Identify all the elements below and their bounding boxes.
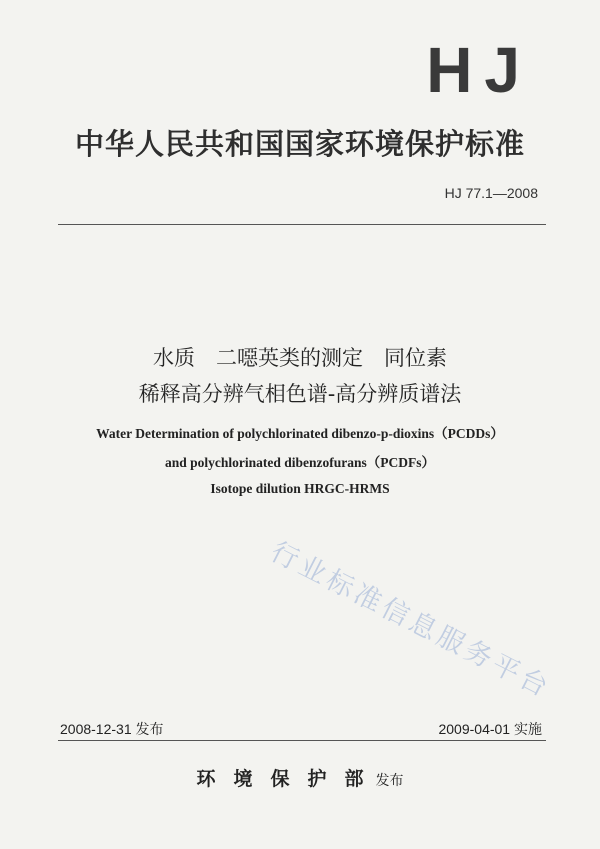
title-english-line-2: and polychlorinated dibenzofurans（PCDFs） — [164, 455, 436, 470]
title-chinese-line-1: 水质 二噁英类的测定 同位素 — [153, 346, 447, 370]
title-english-line-1: Water Determination of polychlorinated dibenzo-p-dioxins（PCDDs） — [96, 426, 504, 441]
standard-number: HJ 77.1—2008 — [444, 185, 538, 201]
publisher-suffix: 发布 — [375, 773, 404, 789]
implementation-date: 2009-04-01 实施 — [438, 721, 542, 737]
title-chinese-line-2: 稀释高分辨气相色谱-高分辨质谱法 — [138, 382, 462, 406]
issue-date: 2008-12-31 发布 — [60, 721, 164, 737]
footer-divider — [58, 740, 546, 741]
publisher-name: 环境保护部 — [196, 768, 382, 790]
watermark-text: 行业标准信息服务平台 — [265, 536, 557, 705]
title-english-line-3: Isotope dilution HRGC-HRMS — [210, 481, 390, 496]
publisher-line — [0, 764, 600, 791]
header-divider — [58, 224, 546, 225]
hj-logo: HJ — [426, 34, 532, 106]
national-standard-title: 中华人民共和国国家环境保护标准 — [74, 127, 525, 161]
